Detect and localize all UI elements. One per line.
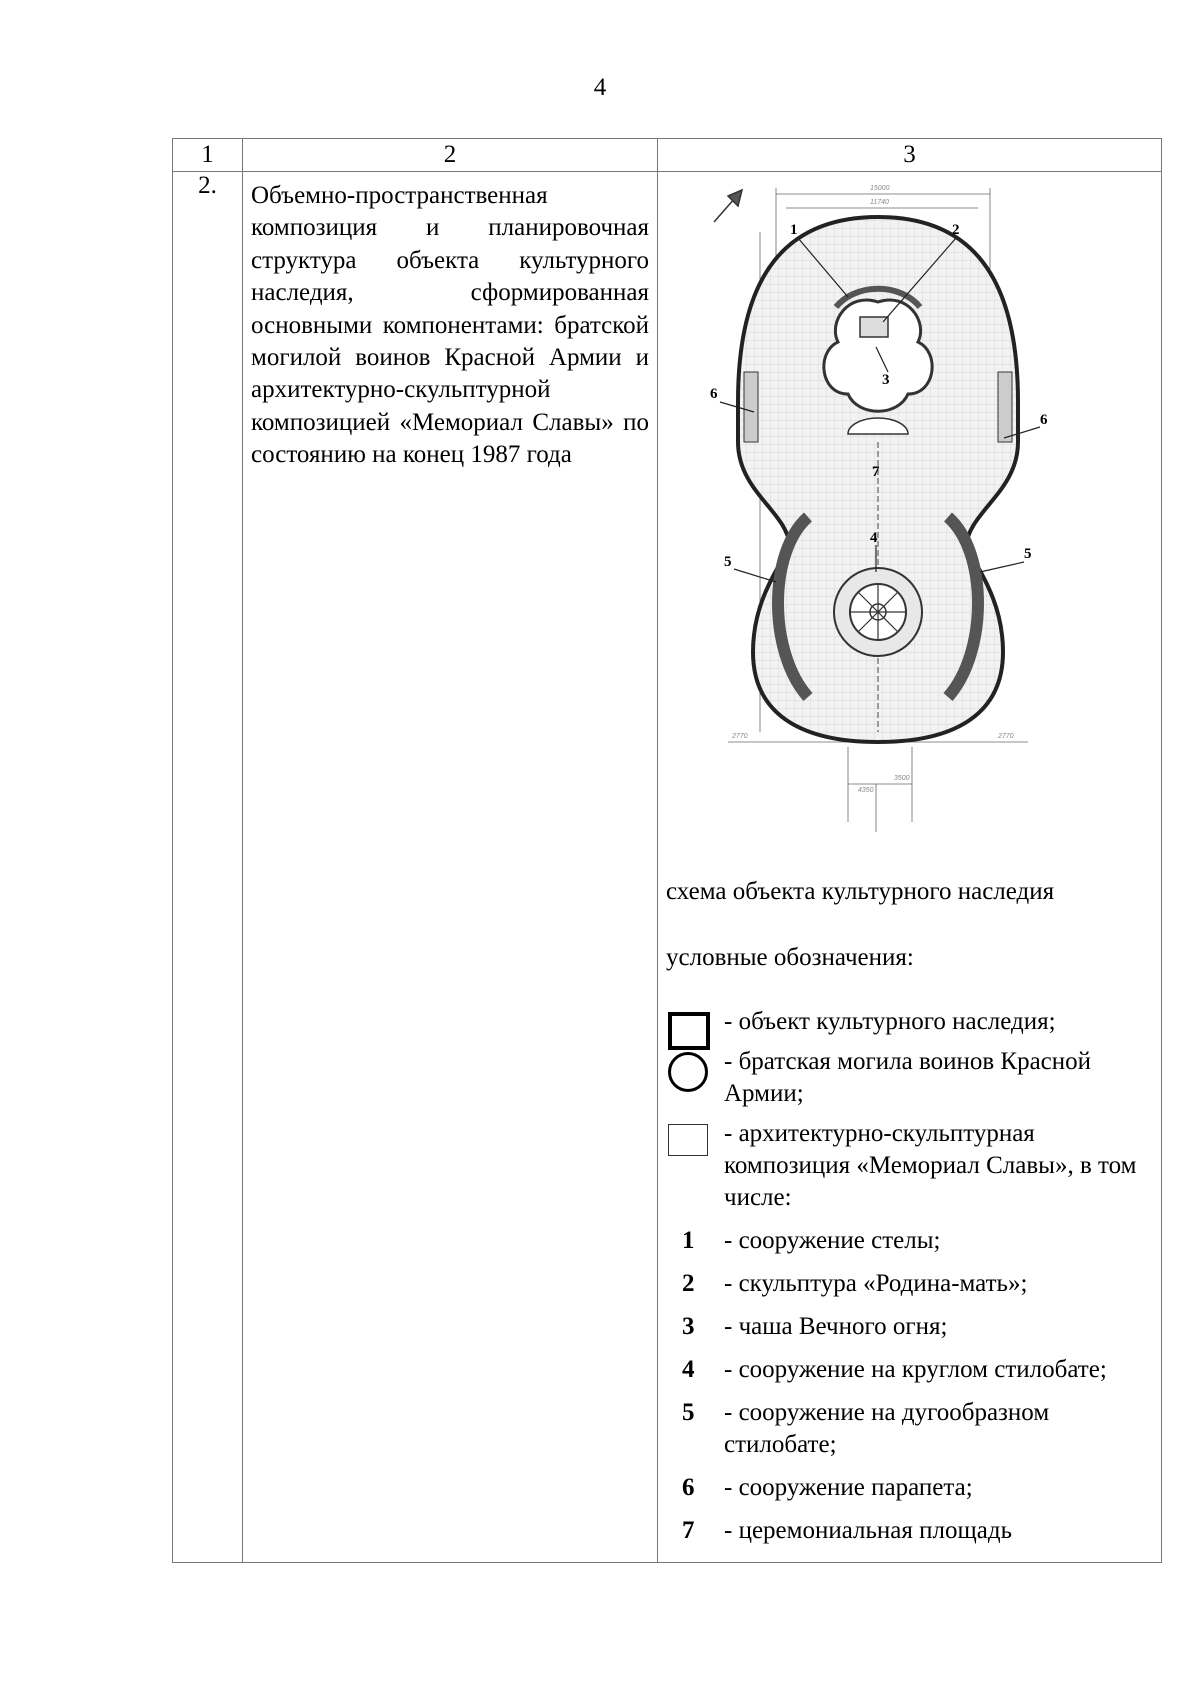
legend-item-text: - скульптура «Родина-мать»; — [724, 1270, 1028, 1297]
legend-item-number: 3 — [682, 1313, 695, 1340]
north-arrow-icon — [714, 190, 742, 222]
circle-icon — [668, 1052, 708, 1092]
parapet-left — [744, 372, 758, 442]
row-description-cell — [243, 172, 658, 1563]
legend-item — [666, 1268, 1166, 1300]
legend-item-text: - сооружение парапета; — [724, 1474, 973, 1501]
legend-item — [666, 1397, 1166, 1461]
legend-symbol-row — [666, 1006, 1166, 1038]
plan-label-2: 2 — [952, 222, 960, 238]
legend-item — [666, 1354, 1166, 1386]
legend-title: условные обозначения: — [666, 944, 914, 971]
header-col-2: 2 — [243, 139, 658, 172]
row-number: 2. — [173, 172, 243, 1563]
svg-text:2770: 2770 — [732, 733, 748, 740]
legend-item-number: 5 — [682, 1399, 695, 1426]
header-col-3: 3 — [658, 139, 1162, 172]
legend-item-number: 1 — [682, 1227, 695, 1254]
legend — [666, 1006, 1166, 1547]
svg-text:2770: 2770 — [998, 733, 1014, 740]
legend-item-text: - сооружение на дугообразном стилобате; — [724, 1399, 1050, 1458]
legend-item — [666, 1515, 1166, 1547]
thin-square-icon — [668, 1124, 708, 1156]
legend-item — [666, 1472, 1166, 1504]
site-plan-diagram — [698, 172, 1058, 852]
svg-text:4350: 4350 — [858, 787, 874, 794]
legend-item-number: 7 — [682, 1517, 695, 1544]
bold-square-icon — [668, 1012, 710, 1050]
legend-symbol-text: - братская могила воинов Красной Армии; — [724, 1048, 1092, 1107]
legend-item-number: 4 — [682, 1356, 695, 1383]
legend-symbol-text: - архитектурно-скульптурная композиция «Мемориал Славы», в том числе: — [724, 1120, 1137, 1211]
sculpture-base — [860, 317, 888, 337]
svg-text:3500: 3500 — [894, 775, 910, 782]
round-stylobate — [834, 568, 922, 656]
plan-label-1: 1 — [790, 222, 798, 238]
table-row — [173, 172, 1162, 1563]
plan-label-5-left: 5 — [724, 554, 732, 570]
parapet-right — [998, 372, 1012, 442]
legend-item-text: - чаша Вечного огня; — [724, 1313, 948, 1340]
plan-label-5-right: 5 — [1024, 546, 1032, 562]
svg-text:15000: 15000 — [870, 185, 890, 192]
plan-label-6-right: 6 — [1040, 412, 1048, 428]
legend-item — [666, 1311, 1166, 1343]
header-col-1: 1 — [173, 139, 243, 172]
legend-item-number: 6 — [682, 1474, 695, 1501]
plan-label-3: 3 — [882, 372, 890, 388]
legend-item-text: - сооружение на круглом стилобате; — [724, 1356, 1107, 1383]
heritage-table — [172, 138, 1162, 1563]
plan-label-6-left: 6 — [710, 386, 718, 402]
legend-item — [666, 1225, 1166, 1257]
legend-item-number: 2 — [682, 1270, 695, 1297]
row-description: Объемно-пространственная композиция и планировочная структура объекта культурного наследия, сформированная основными компонентами: братской могилой воинов Красной Армии и архитектурно-скульптурной композицией «Мемориал Славы» по состоянию на конец 1987 года — [251, 182, 649, 469]
table-header-row — [173, 139, 1162, 172]
svg-text:11740: 11740 — [870, 199, 889, 206]
legend-symbol-row — [666, 1118, 1166, 1214]
legend-item-text: - сооружение стелы; — [724, 1227, 941, 1254]
scheme-cell — [658, 172, 1162, 1563]
plan-label-7: 7 — [872, 464, 880, 480]
legend-item-text: - церемониальная площадь — [724, 1517, 1012, 1544]
legend-symbol-row — [666, 1046, 1166, 1110]
scheme-caption: схема объекта культурного наследия — [666, 878, 1055, 905]
plan-label-4: 4 — [870, 530, 878, 546]
legend-symbol-text: - объект культурного наследия; — [724, 1008, 1056, 1035]
page-number: 4 — [593, 74, 607, 101]
